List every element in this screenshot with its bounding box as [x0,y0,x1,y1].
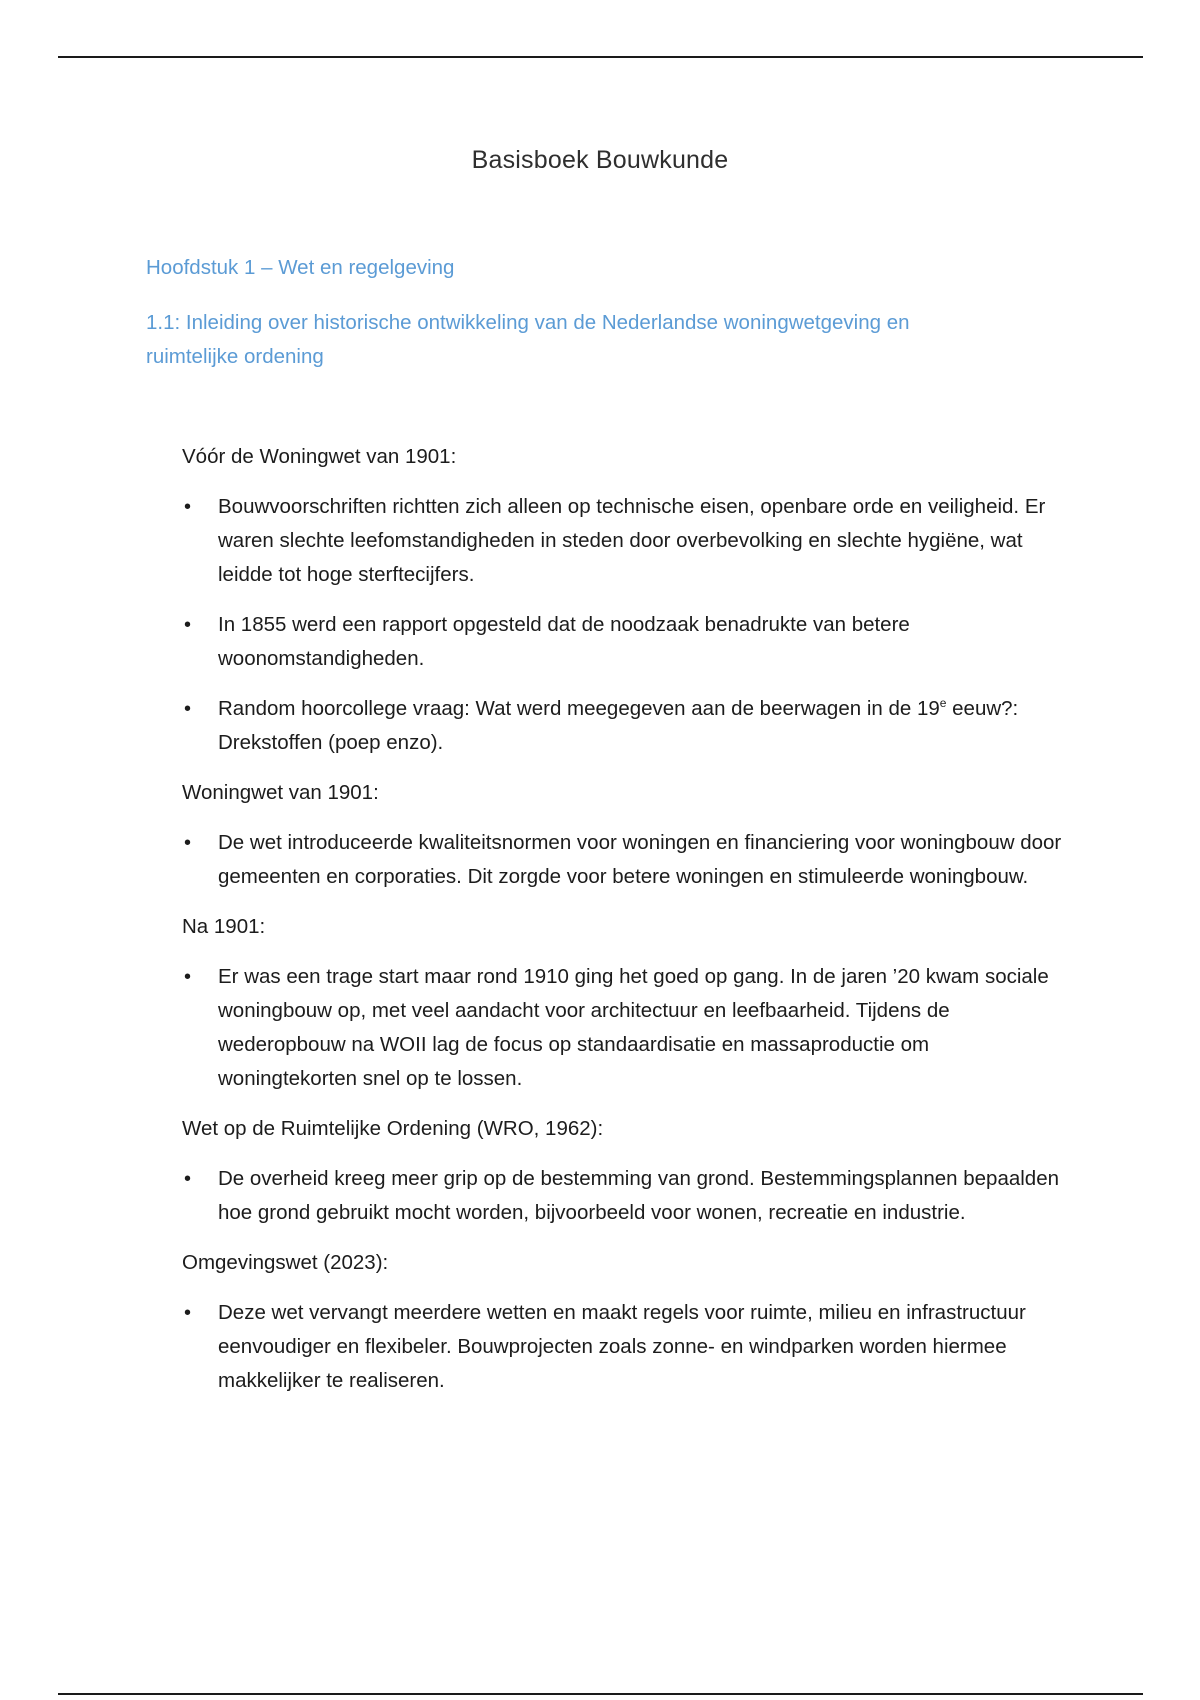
document-title: Basisboek Bouwkunde [471,146,729,174]
list-item [182,1162,1062,1230]
list-item [182,826,1062,894]
bullet-text: Deze wet vervangt meerdere wetten en maakt regels voor ruimte, milieu en infrastructuur eenvoudiger en flexibeler. Bouwprojecten zoals zonne- en windparken worden hiermee makkelijker te realiseren. [218,1301,1026,1392]
list-item [182,692,1062,760]
bullet-text: De overheid kreeg meer grip op de bestemming van grond. Bestemmingsplannen bepaalden hoe grond gebruikt mocht worden, bijvoorbeeld voor wonen, recreatie en industrie. [218,1167,1060,1224]
section-label: Na 1901: [182,915,266,938]
section-label: Wet op de Ruimtelijke Ordening (WRO, 1962): [182,1117,604,1140]
footer-rule [58,1693,1143,1695]
bullet-text: Bouwvoorschriften richtten zich alleen op technische eisen, openbare orde en veiligheid. Er waren slechte leefomstandigheden in steden door overbevolking en slechte hygiëne, wat leidde tot hoge sterftecijfers. [218,495,1046,586]
bullet-list [182,490,1062,760]
bullet-icon: • [184,698,192,720]
bullet-text: In 1855 werd een rapport opgesteld dat de noodzaak benadrukte van betere woonomstandigheden. [218,613,910,670]
header-rule [58,56,1143,58]
bullet-icon: • [184,966,192,988]
section-label: Vóór de Woningwet van 1901: [182,445,457,468]
bullet-icon: • [184,496,192,518]
bullet-list [182,1296,1062,1398]
section-label: Woningwet van 1901: [182,781,379,804]
section-label: Omgevingswet (2023): [182,1251,389,1274]
superscript: e [939,696,947,711]
bullet-text: Er was een trage start maar rond 1910 ging het goed op gang. In de jaren ’20 kwam sociale woningbouw op, met veel aandacht voor architectuur en leefbaarheid. Tijdens de wederopbouw na WOII lag de focus op standaardisatie en massaproductie om woningtekorten snel op te lossen. [218,965,1049,1090]
bullet-icon: • [184,1168,192,1190]
bullet-icon: • [184,1302,192,1324]
bullet-text-part: eeuw?: Drekstoffen (poep enzo). [218,697,1019,754]
bullet-list [182,1162,1062,1230]
chapter-heading: Hoofdstuk 1 – Wet en regelgeving [146,256,455,279]
bullet-text: De wet introduceerde kwaliteitsnormen voor woningen en financiering voor woningbouw door gemeenten en corporaties. Dit zorgde voor betere woningen en stimuleerde woningbouw. [218,831,1062,888]
bullet-list [182,826,1062,894]
bullet-list [182,960,1062,1096]
list-item [182,608,1062,676]
bullet-icon: • [184,614,192,636]
list-item [182,490,1062,592]
bullet-icon: • [184,832,192,854]
list-item [182,1296,1062,1398]
bullet-text [218,697,1018,754]
section-heading: 1.1: Inleiding over historische ontwikkeling van de Nederlandse woningwetgeving en ruimtelijke ordening [146,311,910,368]
bullet-text-part: Random hoorcollege vraag: Wat werd meegegeven aan de beerwagen in de 19 [218,697,940,720]
list-item [182,960,1062,1096]
document-body [182,440,1062,1414]
